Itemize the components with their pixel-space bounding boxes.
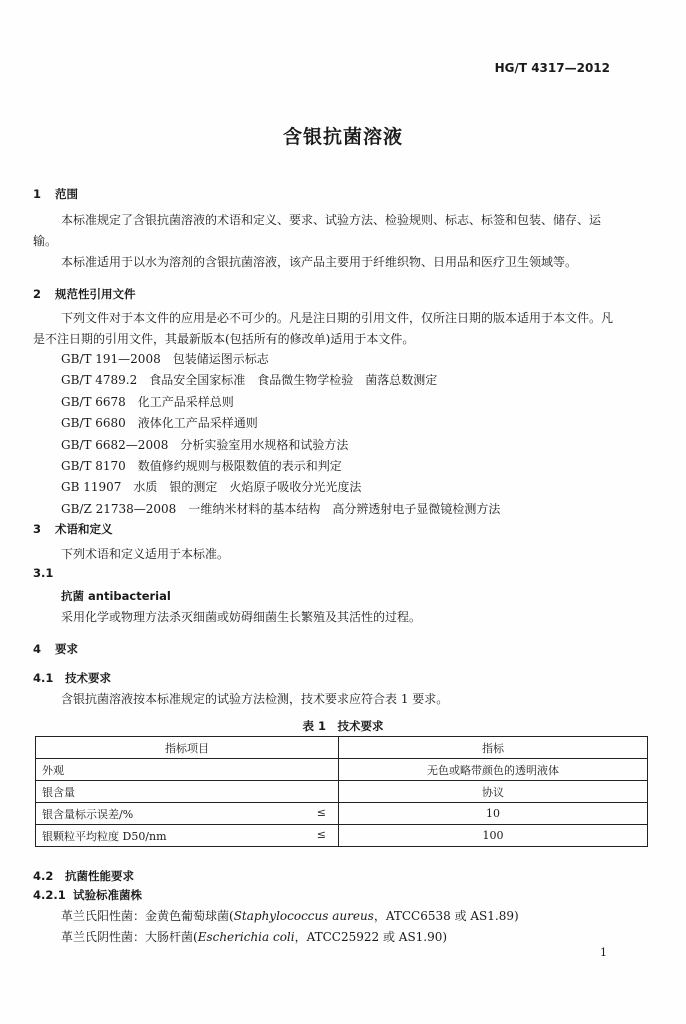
references-intro: 下列文件对于本文件的应用是必不可少的。凡是注日期的引用文件，仅所注日期的版本适用于本文件。凡是不注日期的引用文件，其最新版本(包括所有的修改单)适用于本文件。 [33, 311, 614, 346]
subsection-heading-4-2 [33, 868, 134, 884]
column-header-value: 指标 [339, 737, 648, 759]
section-number: 1 [33, 187, 42, 201]
column-header-item: 指标项目 [36, 737, 339, 759]
term-heading: 抗菌 antibacterial [61, 589, 171, 603]
subsection-number: 4.2.1 [33, 888, 66, 902]
term-definition: 采用化学或物理方法杀灭细菌或妨碍细菌生长繁殖及其活性的过程。 [61, 610, 422, 624]
section-title: 范围 [55, 187, 78, 201]
strain-latin-name: Staphylococcus aureus [233, 909, 374, 923]
test-strain-gram-negative [61, 926, 447, 948]
reference-item: GB 11907 水质 银的测定 火焰原子吸收分光光度法 [61, 480, 362, 495]
section-number: 4 [33, 642, 42, 656]
row-value-cell: 10 [339, 803, 648, 825]
table-header-row [36, 737, 648, 759]
reference-item: GB/Z 21738—2008 一维纳米材料的基本结构 高分辨透射电子显微镜检测方法 [61, 501, 501, 516]
scope-paragraph-1: 本标准规定了含银抗菌溶液的术语和定义、要求、试验方法、检验规则、标志、标签和包装、储存、运输。 [33, 213, 602, 248]
row-value-cell: 无色或略带颜色的透明液体 [339, 759, 648, 781]
row-item-label: 外观 [42, 763, 64, 777]
subsection-number: 4.1 [33, 671, 54, 685]
section-title: 规范性引用文件 [55, 287, 136, 301]
subsection-heading-4-2-1 [33, 887, 142, 903]
document-title: 含银抗菌溶液 [282, 126, 403, 148]
reference-item: GB/T 6680 液体化工产品采样通则 [61, 416, 258, 431]
table-row [36, 803, 648, 825]
section-heading-1 [33, 186, 78, 202]
row-value-cell: 协议 [339, 781, 648, 803]
subsection-title: 抗菌性能要求 [65, 869, 134, 883]
row-item-cell [36, 759, 339, 781]
section-number: 3 [33, 522, 42, 536]
terms-intro: 下列术语和定义适用于本标准。 [61, 547, 230, 561]
table-row [36, 781, 648, 803]
section-title: 术语和定义 [55, 522, 113, 536]
reference-item: GB/T 6682—2008 分析实验室用水规格和试验方法 [61, 437, 349, 452]
subsection-title: 试验标准菌株 [73, 888, 142, 902]
row-value-cell: 100 [339, 825, 648, 847]
table-row [36, 759, 648, 781]
reference-item: GB/T 8170 数值修约规则与极限数值的表示和判定 [61, 459, 342, 474]
section-number: 2 [33, 287, 42, 301]
strain-codes: ，ATCC6538 或 AS1.89) [373, 909, 519, 923]
requirements-text: 含银抗菌溶液按本标准规定的试验方法检测，技术要求应符合表 1 要求。 [61, 692, 449, 706]
row-item-cell [36, 781, 339, 803]
row-item-label: 银颗粒平均粒度 D50/nm [42, 829, 167, 843]
subsection-title: 技术要求 [65, 671, 111, 685]
reference-list [61, 349, 500, 520]
row-item-label: 银含量 [42, 785, 75, 799]
strain-latin-name: Escherichia coli [197, 930, 295, 944]
technical-requirements-table [35, 736, 648, 847]
scope-paragraph-2: 本标准适用于以水为溶剂的含银抗菌溶液，该产品主要用于纤维织物、日用品和医疗卫生领域等。 [61, 255, 578, 269]
strain-label: 革兰氏阳性菌：金黄色葡萄球菌( [61, 909, 234, 923]
reference-item: GB/T 4789.2 食品安全国家标准 食品微生物学检验 菌落总数测定 [61, 373, 438, 388]
section-heading-4 [33, 641, 78, 657]
subsection-number: 4.2 [33, 869, 54, 883]
reference-item: GB/T 6678 化工产品采样总则 [61, 394, 234, 409]
standard-number: HG/T 4317—2012 [494, 61, 610, 75]
table-caption: 表 1 技术要求 [302, 719, 384, 733]
row-item-cell [36, 803, 339, 825]
row-item-label: 银含量标示误差/% [42, 807, 134, 821]
test-strain-gram-positive [61, 905, 519, 927]
table-row [36, 825, 648, 847]
less-equal-sign: ≤ [316, 827, 326, 841]
section-heading-3 [33, 521, 113, 537]
strain-label: 革兰氏阴性菌：大肠杆菌( [61, 930, 198, 944]
reference-item: GB/T 191—2008 包装储运图示标志 [61, 352, 269, 366]
section-heading-2 [33, 286, 136, 302]
section-title: 要求 [55, 642, 78, 656]
subsection-heading-4-1 [33, 670, 111, 686]
strain-codes: ，ATCC25922 或 AS1.90) [294, 930, 448, 944]
subsection-number-3-1: 3.1 [33, 566, 54, 580]
less-equal-sign: ≤ [316, 805, 326, 819]
row-item-cell [36, 825, 339, 847]
page-number: 1 [600, 946, 607, 959]
